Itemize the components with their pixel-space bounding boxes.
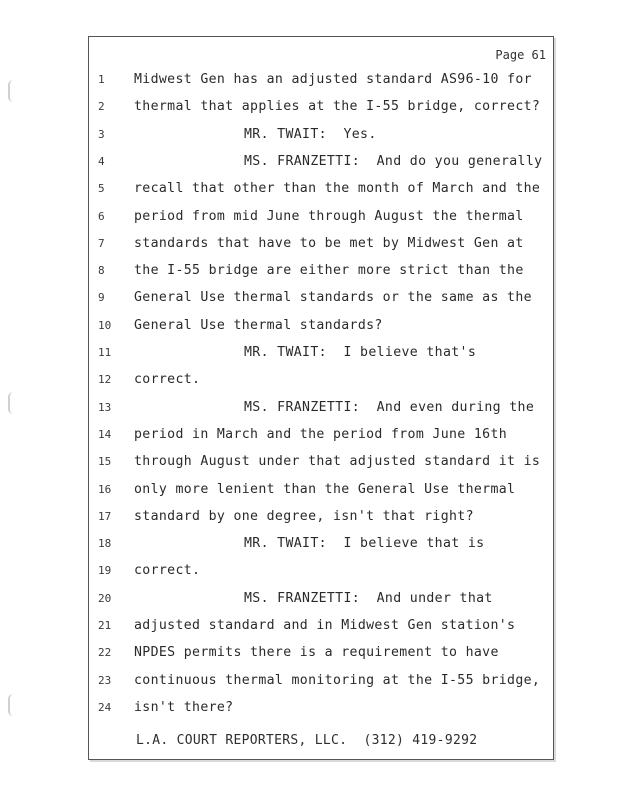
- punch-hole-mark: [8, 80, 18, 102]
- transcript-line: [88, 290, 558, 317]
- line-number: 8: [98, 264, 105, 278]
- transcript-line: [88, 645, 558, 672]
- transcript-line: [88, 536, 558, 563]
- transcript-line: [88, 400, 558, 427]
- line-number: 20: [98, 591, 112, 605]
- punch-hole-mark: [8, 694, 18, 716]
- line-text: standards that have to be met by Midwest Gen at: [134, 235, 524, 251]
- line-number: 17: [98, 509, 112, 523]
- line-number: 4: [98, 154, 105, 168]
- punch-hole-mark: [8, 392, 18, 414]
- transcript-line: [88, 236, 558, 263]
- transcript-line: [88, 209, 558, 236]
- transcript-line: [88, 127, 558, 154]
- line-number: 1: [98, 73, 105, 86]
- line-number: 24: [98, 700, 112, 714]
- transcript-line: [88, 673, 558, 700]
- line-number: 3: [98, 127, 105, 141]
- line-text: General Use thermal standards?: [134, 317, 383, 333]
- transcript-line: [88, 427, 558, 454]
- line-number: 9: [98, 291, 105, 305]
- line-text: MS. FRANZETTI: And do you generally: [244, 153, 543, 169]
- line-number: 21: [98, 619, 112, 632]
- transcript-line: [88, 154, 558, 181]
- transcript-line: [88, 700, 558, 727]
- line-text: correct.: [134, 563, 201, 579]
- line-text: period in March and the period from June 16th: [134, 426, 508, 442]
- transcript-line: [88, 181, 558, 208]
- line-text: recall that other than the month of March and the: [134, 181, 541, 197]
- line-number: 16: [98, 482, 112, 496]
- line-text: isn't there?: [134, 699, 234, 715]
- footer-reporter-info: L.A. COURT REPORTERS, LLC. (312) 419-9292: [136, 733, 478, 748]
- transcript-line: [88, 72, 558, 99]
- transcript-line: [88, 372, 558, 399]
- transcript-line: [88, 454, 558, 481]
- line-number: 13: [98, 400, 112, 414]
- line-number: 18: [98, 537, 112, 551]
- line-number: 6: [98, 209, 105, 223]
- line-number: 11: [98, 346, 112, 359]
- transcript-line: [88, 345, 558, 372]
- line-text: period from mid June through August the thermal: [134, 208, 524, 224]
- page-number: Page 61: [495, 48, 546, 62]
- line-number: 7: [98, 236, 105, 250]
- line-number: 22: [98, 646, 112, 660]
- line-text: MS. FRANZETTI: And under that: [244, 590, 493, 606]
- line-text: thermal that applies at the I-55 bridge, correct?: [134, 99, 541, 115]
- transcript-line: [88, 591, 558, 618]
- line-text: MR. TWAIT: I believe that is: [244, 536, 485, 552]
- line-text: MR. TWAIT: I believe that's: [244, 345, 477, 360]
- line-text: adjusted standard and in Midwest Gen station's: [134, 618, 516, 633]
- line-number: 12: [98, 373, 112, 387]
- line-text: the I-55 bridge are either more strict than the: [134, 263, 524, 279]
- transcript-line: [88, 318, 558, 345]
- transcript-line: [88, 263, 558, 290]
- line-text: through August under that adjusted standard it is: [134, 454, 541, 470]
- line-number: 5: [98, 182, 105, 196]
- line-text: General Use thermal standards or the same as the: [134, 290, 532, 306]
- transcript-line: [88, 99, 558, 126]
- line-text: Midwest Gen has an adjusted standard AS96-10 for: [134, 72, 532, 87]
- line-number: 2: [98, 100, 105, 114]
- transcript-line: [88, 618, 558, 645]
- line-text: NPDES permits there is a requirement to have: [134, 645, 499, 661]
- line-number: 15: [98, 455, 112, 469]
- line-text: MR. TWAIT: Yes.: [244, 126, 377, 142]
- line-text: continuous thermal monitoring at the I-55 bridge,: [134, 672, 541, 688]
- line-number: 10: [98, 318, 112, 332]
- line-number: 19: [98, 564, 112, 578]
- line-number: 23: [98, 673, 112, 687]
- transcript-line: [88, 563, 558, 590]
- line-number: 14: [98, 427, 112, 441]
- transcript-line: [88, 482, 558, 509]
- line-text: correct.: [134, 372, 201, 388]
- transcript-line: [88, 509, 558, 536]
- line-text: only more lenient than the General Use thermal: [134, 481, 516, 497]
- line-text: standard by one degree, isn't that right?: [134, 508, 474, 524]
- line-text: MS. FRANZETTI: And even during the: [244, 399, 535, 415]
